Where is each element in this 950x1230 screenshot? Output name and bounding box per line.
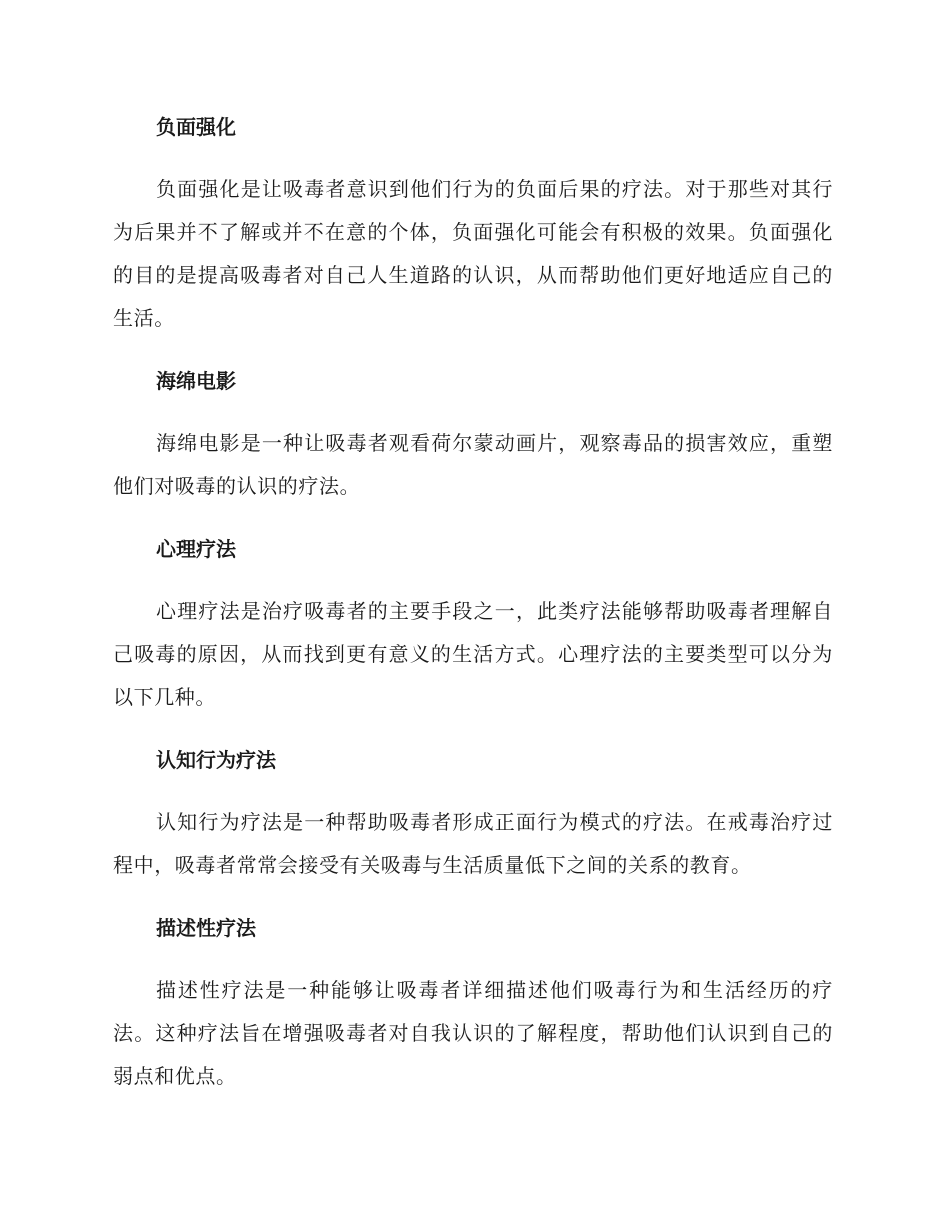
section-sponge-movie	[113, 364, 833, 508]
section-negative-reinforcement	[113, 110, 833, 340]
section-cbt	[113, 743, 833, 887]
section-paragraph: 海绵电影是一种让吸毒者观看荷尔蒙动画片，观察毒品的损害效应，重塑他们对吸毒的认识的疗法。	[113, 431, 833, 498]
section-paragraph: 负面强化是让吸毒者意识到他们行为的负面后果的疗法。对于那些对其行为后果并不了解或并不在意的个体，负面强化可能会有积极的效果。负面强化的目的是提高吸毒者对自己人生道路的认识，从而帮助他们更好地适应自己的生活。	[113, 177, 833, 330]
section-paragraph: 认知行为疗法是一种帮助吸毒者形成正面行为模式的疗法。在戒毒治疗过程中，吸毒者常常会接受有关吸毒与生活质量低下之间的关系的教育。	[113, 810, 833, 877]
document-page	[113, 110, 833, 1122]
section-heading: 认知行为疗法	[156, 748, 276, 772]
section-paragraph: 心理疗法是治疗吸毒者的主要手段之一，此类疗法能够帮助吸毒者理解自己吸毒的原因，从而找到更有意义的生活方式。心理疗法的主要类型可以分为以下几种。	[113, 599, 833, 709]
section-psychotherapy	[113, 532, 833, 719]
section-heading: 负面强化	[156, 115, 236, 139]
section-heading: 描述性疗法	[156, 916, 256, 940]
section-paragraph: 描述性疗法是一种能够让吸毒者详细描述他们吸毒行为和生活经历的疗法。这种疗法旨在增强吸毒者对自我认识的了解程度，帮助他们认识到自己的弱点和优点。	[113, 978, 833, 1088]
section-heading: 心理疗法	[156, 537, 236, 561]
section-descriptive-therapy	[113, 911, 833, 1098]
section-heading: 海绵电影	[156, 369, 236, 393]
